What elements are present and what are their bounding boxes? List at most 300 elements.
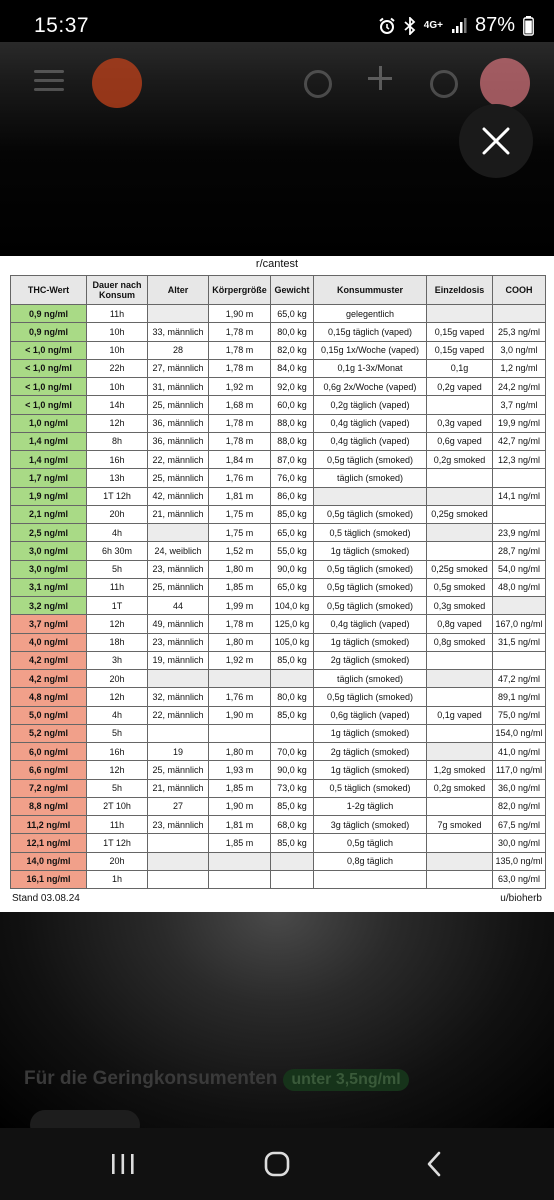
table-row [11, 305, 546, 323]
cell-groesse [209, 870, 271, 888]
column-header: COOH [493, 276, 546, 305]
cell-thc: 3,0 ng/ml [11, 542, 87, 560]
cell-cooh: 31,5 ng/ml [493, 633, 546, 651]
cell-dosis [427, 670, 493, 688]
table-row [11, 323, 546, 341]
table-row [11, 505, 546, 523]
system-nav-bar [0, 1128, 554, 1200]
cell-gewicht: 88,0 kg [271, 432, 314, 450]
cell-cooh: 117,0 ng/ml [493, 761, 546, 779]
cell-cooh: 25,3 ng/ml [493, 323, 546, 341]
cell-alter: 21, männlich [148, 779, 209, 797]
cell-dosis: 0,8g smoked [427, 633, 493, 651]
cell-cooh: 14,1 ng/ml [493, 487, 546, 505]
cell-gewicht [271, 870, 314, 888]
cell-muster: 0,5 täglich (smoked) [314, 779, 427, 797]
cell-dosis [427, 396, 493, 414]
cell-alter: 25, männlich [148, 761, 209, 779]
cell-groesse: 1,90 m [209, 706, 271, 724]
cell-gewicht: 68,0 kg [271, 816, 314, 834]
cell-dauer: 16h [87, 451, 148, 469]
cell-cooh: 30,0 ng/ml [493, 834, 546, 852]
cell-muster: 1g täglich (smoked) [314, 633, 427, 651]
cell-dauer: 11h [87, 305, 148, 323]
table-row [11, 706, 546, 724]
cell-alter: 25, männlich [148, 578, 209, 596]
cell-muster: 0,5g täglich (smoked) [314, 560, 427, 578]
cell-muster: 0,4g täglich (vaped) [314, 432, 427, 450]
cell-dauer: 5h [87, 560, 148, 578]
cell-dauer: 10h [87, 323, 148, 341]
cell-gewicht: 104,0 kg [271, 597, 314, 615]
menu-icon [34, 70, 64, 90]
cell-muster [314, 487, 427, 505]
home-button[interactable] [257, 1148, 297, 1180]
cell-dosis: 1,2g smoked [427, 761, 493, 779]
cell-alter: 22, männlich [148, 451, 209, 469]
recents-icon [110, 1152, 136, 1176]
cell-muster: 1-2g täglich [314, 797, 427, 815]
plus-icon [368, 66, 392, 90]
bluetooth-icon [404, 17, 416, 35]
cell-gewicht: 60,0 kg [271, 396, 314, 414]
cell-thc: 2,5 ng/ml [11, 524, 87, 542]
cell-dosis [427, 305, 493, 323]
cell-gewicht [271, 852, 314, 870]
cell-muster: 2g täglich (smoked) [314, 743, 427, 761]
cell-cooh: 48,0 ng/ml [493, 578, 546, 596]
column-header: THC-Wert [11, 276, 87, 305]
home-icon [263, 1150, 291, 1178]
cell-muster: 0,5 täglich (smoked) [314, 524, 427, 542]
cell-gewicht: 125,0 kg [271, 615, 314, 633]
cell-dauer: 2T 10h [87, 797, 148, 815]
cell-alter: 42, männlich [148, 487, 209, 505]
cell-groesse: 1,75 m [209, 505, 271, 523]
table-row [11, 542, 546, 560]
cell-cooh: 41,0 ng/ml [493, 743, 546, 761]
cell-thc: 3,7 ng/ml [11, 615, 87, 633]
cell-muster: 0,5g täglich (smoked) [314, 451, 427, 469]
cell-dauer: 4h [87, 706, 148, 724]
cell-cooh: 1,2 ng/ml [493, 359, 546, 377]
search-icon [304, 70, 332, 98]
cell-dosis: 0,25g smoked [427, 505, 493, 523]
cell-groesse: 1,90 m [209, 797, 271, 815]
cell-muster: 0,2g täglich (vaped) [314, 396, 427, 414]
cell-groesse: 1,78 m [209, 323, 271, 341]
table-row [11, 797, 546, 815]
cell-dauer: 13h [87, 469, 148, 487]
cell-muster: 0,5g täglich [314, 834, 427, 852]
cell-muster: 3g täglich (smoked) [314, 816, 427, 834]
cell-cooh: 3,0 ng/ml [493, 341, 546, 359]
cell-dauer: 5h [87, 724, 148, 742]
cell-thc: 4,2 ng/ml [11, 651, 87, 669]
cell-gewicht: 80,0 kg [271, 688, 314, 706]
cell-dauer: 20h [87, 505, 148, 523]
reddit-logo-icon [92, 58, 142, 108]
cell-muster: 0,4g täglich (vaped) [314, 414, 427, 432]
cell-groesse: 1,92 m [209, 651, 271, 669]
cell-thc: 3,0 ng/ml [11, 560, 87, 578]
cell-dosis: 0,8g vaped [427, 615, 493, 633]
cell-dosis [427, 469, 493, 487]
table-row [11, 615, 546, 633]
cell-alter: 27, männlich [148, 359, 209, 377]
cell-dauer: 12h [87, 414, 148, 432]
cell-alter [148, 834, 209, 852]
status-icons [378, 14, 534, 37]
cell-thc: 5,2 ng/ml [11, 724, 87, 742]
cell-cooh: 42,7 ng/ml [493, 432, 546, 450]
cell-cooh: 54,0 ng/ml [493, 560, 546, 578]
table-row [11, 870, 546, 888]
cell-groesse [209, 670, 271, 688]
column-header: Konsummuster [314, 276, 427, 305]
cell-thc: 11,2 ng/ml [11, 816, 87, 834]
cell-groesse: 1,78 m [209, 359, 271, 377]
cell-dosis: 0,15g vaped [427, 323, 493, 341]
cell-cooh: 3,7 ng/ml [493, 396, 546, 414]
cell-dosis: 0,1g vaped [427, 706, 493, 724]
cell-cooh: 12,3 ng/ml [493, 451, 546, 469]
cell-dosis: 0,15g vaped [427, 341, 493, 359]
column-header: Alter [148, 276, 209, 305]
cell-thc: 0,9 ng/ml [11, 305, 87, 323]
cell-muster: 0,8g täglich [314, 852, 427, 870]
cell-alter: 23, männlich [148, 816, 209, 834]
cell-gewicht: 65,0 kg [271, 524, 314, 542]
recents-button[interactable] [103, 1148, 143, 1180]
cell-muster: 0,15g 1x/Woche (vaped) [314, 341, 427, 359]
table-row [11, 469, 546, 487]
cell-groesse: 1,93 m [209, 761, 271, 779]
cell-muster: 1g täglich (smoked) [314, 724, 427, 742]
cell-muster: 1g täglich (smoked) [314, 761, 427, 779]
cell-alter: 24, weiblich [148, 542, 209, 560]
cell-alter: 36, männlich [148, 432, 209, 450]
table-row [11, 378, 546, 396]
cell-thc: 3,1 ng/ml [11, 578, 87, 596]
cell-dosis: 0,6g vaped [427, 432, 493, 450]
cell-dauer: 10h [87, 378, 148, 396]
cell-thc: 12,1 ng/ml [11, 834, 87, 852]
cell-groesse: 1,85 m [209, 779, 271, 797]
cell-dauer: 11h [87, 816, 148, 834]
alarm-icon [378, 17, 396, 35]
cell-alter: 31, männlich [148, 378, 209, 396]
battery-icon [523, 16, 534, 36]
table-row [11, 597, 546, 615]
cell-gewicht: 73,0 kg [271, 779, 314, 797]
cell-gewicht: 85,0 kg [271, 797, 314, 815]
table-row [11, 451, 546, 469]
cell-dauer: 20h [87, 852, 148, 870]
cell-alter [148, 870, 209, 888]
cell-dosis: 0,25g smoked [427, 560, 493, 578]
cell-muster: 0,5g täglich (smoked) [314, 688, 427, 706]
cell-dauer: 12h [87, 761, 148, 779]
cell-alter: 44 [148, 597, 209, 615]
cell-muster [314, 870, 427, 888]
cell-groesse: 1,78 m [209, 615, 271, 633]
cell-dauer: 8h [87, 432, 148, 450]
cell-alter: 49, männlich [148, 615, 209, 633]
cell-dosis [427, 797, 493, 815]
cell-dosis [427, 688, 493, 706]
cell-cooh [493, 305, 546, 323]
cell-cooh: 75,0 ng/ml [493, 706, 546, 724]
post-title-text: Für die Geringkonsumenten [24, 1068, 278, 1089]
cell-muster: 2g täglich (smoked) [314, 651, 427, 669]
cell-muster: 0,6g 2x/Woche (vaped) [314, 378, 427, 396]
cell-cooh: 24,2 ng/ml [493, 378, 546, 396]
cell-groesse: 1,68 m [209, 396, 271, 414]
cell-gewicht: 90,0 kg [271, 560, 314, 578]
back-button[interactable] [414, 1148, 454, 1180]
column-header: Körpergröße [209, 276, 271, 305]
cell-gewicht: 105,0 kg [271, 633, 314, 651]
cell-muster: gelegentlich [314, 305, 427, 323]
cell-muster: 0,6g täglich (vaped) [314, 706, 427, 724]
cell-groesse: 1,81 m [209, 816, 271, 834]
cell-alter: 32, männlich [148, 688, 209, 706]
avatar [480, 58, 530, 108]
cell-gewicht: 92,0 kg [271, 378, 314, 396]
cell-alter [148, 724, 209, 742]
cell-alter [148, 305, 209, 323]
cell-cooh: 23,9 ng/ml [493, 524, 546, 542]
dimmed-content-below [0, 912, 554, 1128]
cell-thc: < 1,0 ng/ml [11, 396, 87, 414]
cell-groesse: 1,81 m [209, 487, 271, 505]
table-row [11, 834, 546, 852]
thc-table [10, 275, 546, 889]
table-row [11, 560, 546, 578]
cell-thc: 7,2 ng/ml [11, 779, 87, 797]
table-row [11, 688, 546, 706]
cell-groesse [209, 724, 271, 742]
cell-thc: 1,0 ng/ml [11, 414, 87, 432]
cell-thc: 1,4 ng/ml [11, 432, 87, 450]
table-row [11, 524, 546, 542]
date-note: Stand 03.08.24 [12, 893, 80, 904]
cell-cooh: 36,0 ng/ml [493, 779, 546, 797]
cell-thc: 16,1 ng/ml [11, 870, 87, 888]
table-row [11, 724, 546, 742]
table-row [11, 670, 546, 688]
table-header-row [11, 276, 546, 305]
cell-dosis: 0,1g [427, 359, 493, 377]
cell-cooh: 19,9 ng/ml [493, 414, 546, 432]
table-row [11, 761, 546, 779]
threshold-badge: unter 3,5ng/ml [283, 1069, 408, 1091]
cell-thc: 1,7 ng/ml [11, 469, 87, 487]
cell-groesse: 1,78 m [209, 432, 271, 450]
cell-gewicht: 84,0 kg [271, 359, 314, 377]
table-row [11, 779, 546, 797]
status-time: 15:37 [34, 14, 90, 37]
cell-dauer: 14h [87, 396, 148, 414]
table-row [11, 852, 546, 870]
cell-dauer: 4h [87, 524, 148, 542]
cell-alter: 36, männlich [148, 414, 209, 432]
cell-groesse: 1,76 m [209, 469, 271, 487]
cell-groesse: 1,80 m [209, 633, 271, 651]
cell-dauer: 6h 30m [87, 542, 148, 560]
post-title-behind [24, 1068, 409, 1091]
cell-groesse: 1,84 m [209, 451, 271, 469]
cell-dauer: 10h [87, 341, 148, 359]
column-header: Dauer nach Konsum [87, 276, 148, 305]
cell-alter: 22, männlich [148, 706, 209, 724]
cell-thc: 4,0 ng/ml [11, 633, 87, 651]
cell-dosis [427, 524, 493, 542]
cell-gewicht: 80,0 kg [271, 323, 314, 341]
battery-percent: 87% [474, 14, 515, 36]
cell-cooh: 67,5 ng/ml [493, 816, 546, 834]
cell-dosis: 0,3g vaped [427, 414, 493, 432]
cell-dauer: 3h [87, 651, 148, 669]
cell-dauer: 11h [87, 578, 148, 596]
cell-dosis: 0,2g smoked [427, 451, 493, 469]
cell-groesse [209, 852, 271, 870]
cell-thc: < 1,0 ng/ml [11, 341, 87, 359]
cell-gewicht [271, 724, 314, 742]
cell-alter: 23, männlich [148, 633, 209, 651]
cell-alter [148, 670, 209, 688]
author-note: u/bioherb [500, 893, 542, 904]
cell-gewicht: 76,0 kg [271, 469, 314, 487]
cell-groesse: 1,80 m [209, 560, 271, 578]
cell-alter: 27 [148, 797, 209, 815]
cell-dauer: 22h [87, 359, 148, 377]
image-title: r/cantest [255, 258, 299, 270]
cell-muster: 0,5g täglich (smoked) [314, 578, 427, 596]
cell-groesse: 1,76 m [209, 688, 271, 706]
cell-groesse: 1,80 m [209, 743, 271, 761]
cell-thc: 8,8 ng/ml [11, 797, 87, 815]
cell-dosis [427, 834, 493, 852]
cell-dosis [427, 724, 493, 742]
cell-muster: 0,4g täglich (vaped) [314, 615, 427, 633]
cell-dauer: 12h [87, 615, 148, 633]
cell-gewicht: 85,0 kg [271, 834, 314, 852]
cell-alter: 19, männlich [148, 651, 209, 669]
cell-groesse: 1,78 m [209, 414, 271, 432]
cell-thc: < 1,0 ng/ml [11, 359, 87, 377]
cell-thc: < 1,0 ng/ml [11, 378, 87, 396]
cell-dauer: 5h [87, 779, 148, 797]
cell-gewicht: 85,0 kg [271, 651, 314, 669]
cell-thc: 1,9 ng/ml [11, 487, 87, 505]
cell-alter [148, 524, 209, 542]
cell-dosis [427, 852, 493, 870]
cell-thc: 6,6 ng/ml [11, 761, 87, 779]
cell-dosis: 7g smoked [427, 816, 493, 834]
table-row [11, 578, 546, 596]
cell-thc: 4,2 ng/ml [11, 670, 87, 688]
cell-alter [148, 852, 209, 870]
table-row [11, 359, 546, 377]
cell-groesse: 1,90 m [209, 305, 271, 323]
cell-gewicht: 65,0 kg [271, 305, 314, 323]
cell-groesse: 1,75 m [209, 524, 271, 542]
table-row [11, 396, 546, 414]
cell-dauer: 20h [87, 670, 148, 688]
cell-alter: 25, männlich [148, 396, 209, 414]
cell-cooh: 154,0 ng/ml [493, 724, 546, 742]
close-button[interactable] [459, 104, 533, 178]
cell-cooh: 135,0 ng/ml [493, 852, 546, 870]
cell-gewicht: 82,0 kg [271, 341, 314, 359]
cell-muster: täglich (smoked) [314, 469, 427, 487]
table-row [11, 414, 546, 432]
back-icon [425, 1150, 443, 1178]
table-row [11, 341, 546, 359]
cell-muster: täglich (smoked) [314, 670, 427, 688]
cell-dosis [427, 870, 493, 888]
cell-dosis [427, 743, 493, 761]
cell-alter: 25, männlich [148, 469, 209, 487]
cell-dauer: 1T 12h [87, 834, 148, 852]
cell-muster: 0,5g täglich (smoked) [314, 505, 427, 523]
cell-cooh [493, 651, 546, 669]
cell-thc: 6,0 ng/ml [11, 743, 87, 761]
cell-groesse: 1,78 m [209, 341, 271, 359]
cell-thc: 1,4 ng/ml [11, 451, 87, 469]
cell-dosis [427, 542, 493, 560]
cell-dosis: 0,2g vaped [427, 378, 493, 396]
cell-gewicht: 55,0 kg [271, 542, 314, 560]
cell-gewicht: 85,0 kg [271, 505, 314, 523]
cell-cooh: 167,0 ng/ml [493, 615, 546, 633]
cell-thc: 14,0 ng/ml [11, 852, 87, 870]
cell-dosis: 0,3g smoked [427, 597, 493, 615]
cell-alter: 28 [148, 341, 209, 359]
table-row [11, 743, 546, 761]
cell-gewicht: 86,0 kg [271, 487, 314, 505]
image-viewer[interactable] [0, 256, 554, 912]
cell-cooh: 47,2 ng/ml [493, 670, 546, 688]
cell-muster: 1g täglich (smoked) [314, 542, 427, 560]
network-type: 4G+ [423, 19, 443, 31]
cell-cooh [493, 597, 546, 615]
cell-cooh [493, 505, 546, 523]
cell-cooh: 63,0 ng/ml [493, 870, 546, 888]
cell-alter: 23, männlich [148, 560, 209, 578]
cell-dosis: 0,2g smoked [427, 779, 493, 797]
cell-alter: 19 [148, 743, 209, 761]
close-icon [481, 126, 511, 156]
cell-thc: 0,9 ng/ml [11, 323, 87, 341]
cell-gewicht: 65,0 kg [271, 578, 314, 596]
cell-dauer: 16h [87, 743, 148, 761]
chat-icon [430, 70, 458, 98]
cell-gewicht: 87,0 kg [271, 451, 314, 469]
cell-muster: 0,15g täglich (vaped) [314, 323, 427, 341]
table-row [11, 487, 546, 505]
cell-dauer: 1T [87, 597, 148, 615]
cell-thc: 4,8 ng/ml [11, 688, 87, 706]
table-row [11, 633, 546, 651]
cell-dauer: 18h [87, 633, 148, 651]
cell-thc: 3,2 ng/ml [11, 597, 87, 615]
cell-cooh: 89,1 ng/ml [493, 688, 546, 706]
table-row [11, 432, 546, 450]
cell-gewicht: 88,0 kg [271, 414, 314, 432]
